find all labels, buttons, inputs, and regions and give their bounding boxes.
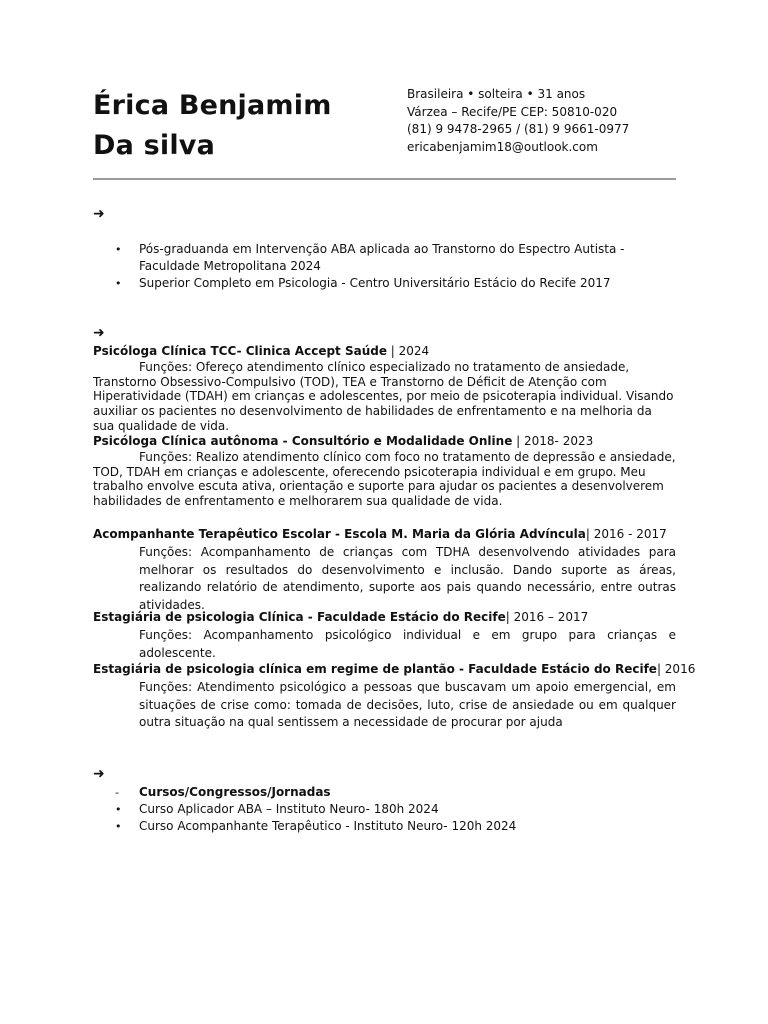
bullet-icon: •: [115, 803, 122, 816]
job-title: Estagiária de psicologia clínica em regime de plantão - Faculdade Estácio do Recife: [93, 662, 657, 676]
experience-entry: [93, 527, 676, 614]
email-address: ericabenjamim18@outlook.com: [407, 139, 598, 154]
phone-numbers: (81) 9 9478-2965 / (81) 9 9661-0977: [407, 122, 630, 136]
education-arrow-icon: ➜: [93, 206, 105, 222]
job-title: Psicóloga Clínica TCC- Clinica Accept Saúde: [93, 344, 387, 358]
experience-entry: [93, 434, 676, 509]
job-description: Funções: Realizo atendimento clínico com foco no tratamento de depressão e ansiedade, TOD, TDAH em crianças e adolescente, oferecendo psicoterapia individual e em grupo. Meu trabalho envolve escuta ativa, orientação e suporte para ajudar os pacientes a desenvolverem habilidades de enfrentamento e melhorarem sua qualidade de vida.: [93, 450, 676, 509]
name-line-1: Érica Benjamim: [93, 90, 332, 121]
job-period: | 2016: [656, 662, 696, 676]
bullet-icon: •: [115, 820, 122, 833]
header-divider: [93, 178, 676, 180]
list-item: • Superior Completo em Psicologia - Centro Universitário Estácio do Recife 2017: [115, 276, 611, 290]
job-description: Funções: Acompanhamento psicológico individual e em grupo para crianças e adolescente.: [139, 628, 676, 660]
job-period: | 2016 - 2017: [585, 527, 667, 541]
address: Várzea – Recife/PE CEP: 50810-020: [407, 104, 618, 119]
courses-arrow-icon: ➜: [93, 766, 105, 782]
experience-entry: [93, 662, 696, 732]
list-item: • Curso Acompanhante Terapêutico - Instituto Neuro- 120h 2024: [115, 819, 517, 833]
bullet-icon: •: [115, 243, 122, 256]
education-list: [93, 241, 676, 292]
job-period: | 2016 – 2017: [505, 610, 589, 624]
job-title: Estagiária de psicologia Clínica - Faculdade Estácio do Recife: [93, 610, 506, 624]
job-description: Funções: Acompanhamento de crianças com TDHA desenvolvendo atividades para melhorar os resultados do desenvolvimento e inclusão. Dando suporte as áreas, realizando relatório de atendimento, suporte aos pais quando necessário, entre outras atividades.: [139, 545, 676, 612]
job-description: Funções: Atendimento psicológico a pessoas que buscavam um apoio emergencial, em situações de crise como: tomada de decisões, luto, crise de ansiedade ou em qualquer outra situação na qual sentissem a necessidade de procurar por ajuda: [139, 680, 676, 729]
list-item: • Curso Aplicador ABA – Instituto Neuro- 180h 2024: [115, 802, 439, 816]
job-period: | 2024: [386, 344, 430, 358]
experience-entry: [93, 344, 676, 434]
job-title: Acompanhante Terapêutico Escolar - Escola M. Maria da Glória Advíncula: [93, 527, 586, 541]
list-item: • Pós-graduanda em Intervenção ABA aplicada ao Transtorno do Espectro Autista -Faculdade Metropolitana 2024: [115, 242, 625, 273]
personal-info: Brasileira • solteira • 31 anos: [407, 87, 586, 101]
job-period: | 2018- 2023: [512, 434, 594, 448]
experience-entry: [93, 610, 676, 662]
dash-icon: -: [115, 786, 119, 799]
courses-list: [93, 784, 676, 835]
job-description: Funções: Ofereço atendimento clínico especializado no tratamento de ansiedade, Transtorno Obsessivo-Compulsivo (TOD), TEA e Transtorno de Déficit de Atenção com Hiperatividade (TDAH) em crianças e adolescentes, por meio de psicoterapia individual. Visando auxiliar os pacientes no desenvolvimento de habilidades de enfrentamento e na melhoria da sua qualidade de vida.: [93, 360, 674, 433]
courses-heading: - Cursos/Congressos/Jornadas: [115, 785, 331, 799]
experience-arrow-icon: ➜: [93, 325, 105, 341]
job-title: Psicóloga Clínica autônoma - Consultório e Modalidade Online: [93, 434, 513, 448]
bullet-icon: •: [115, 277, 122, 290]
name-line-2: Da silva: [93, 130, 216, 161]
candidate-name: [93, 86, 332, 166]
contact-block: [407, 86, 629, 156]
